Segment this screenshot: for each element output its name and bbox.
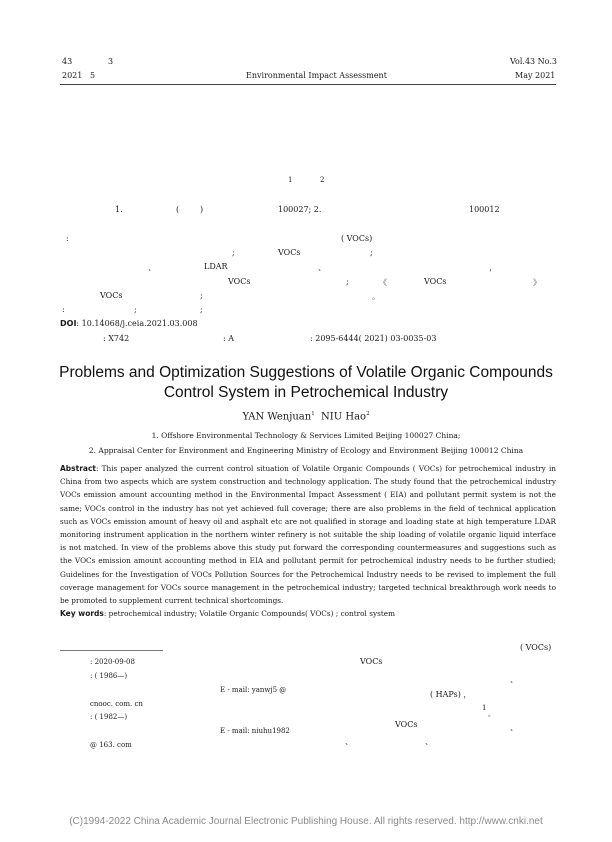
body-comma-1: 、: [510, 675, 518, 684]
cn-affil-paren-close: ): [200, 205, 204, 214]
author-1-bio: : ( 1986—): [90, 672, 128, 680]
cn-author-sup-2: 2: [320, 176, 325, 184]
header-month-cn: 5: [90, 71, 96, 80]
copyright-footer: (C)1994-2022 China Academic Journal Electronic Publishing House. All rights reserved. http://www.cnki.net: [69, 816, 543, 827]
abstract-text: : This paper analyzed the current control situation of Volatile Organic Compounds ( VOCs) for petrochemical industry in China from two aspects which are system construction and technology application. The study found that the petrochemical industry VOCs emission amount accounting method in the Environmental Impact Assessment ( EIA) and pollutant permit system is not the same; VOCs control in the industry has not yet achieved full coverage; there are also problems in the field of technical application such as VOCs emission amount of heavy oil and asphalt etc are not qualified in storage and loading state at high temperature LDAR monitoring instrument application in the northern winter refinery is not suitable the ship loading of volatile organic liquid interface is not matched. In view of the problems above this study put forward the corresponding countermeasures and suggestions such as the VOCs emission amount accounting method in EIA and pollutant permit for petrochemical industry needs to be further studied; Guidelines for the Investigation of VOCs Pollution Sources for the Petrochemical Industry needs to be revised to implement the full coverage management for VOCs source management in the petrochemical industry; targeted technical breakthrough work needs to be promoted to supplement current technical shortcomings.: [60, 464, 556, 606]
author-2: NIU Hao: [321, 411, 367, 423]
cn-abstract-frag: 》: [533, 278, 541, 287]
cn-abstract-frag: ;: [200, 291, 203, 300]
cn-author-sup-1: 1: [288, 176, 293, 184]
affiliation-en-2: 2. Appraisal Center for Environment and Engineering Ministry of Ecology and Environment Beijing 100012 China: [88, 446, 524, 455]
cn-affil-paren-open: (: [176, 205, 180, 214]
body-vocs-2: VOCs: [395, 720, 418, 729]
cn-abstract-frag: VOCs: [424, 277, 447, 286]
body-vocs-1: VOCs: [360, 657, 383, 666]
cn-affil-postcode-1: 100027; 2.: [278, 205, 322, 214]
author-2-sup: 2: [366, 411, 370, 417]
abstract-label: Abstract: [60, 464, 97, 473]
body-comma-3: 、: [345, 737, 353, 746]
keywords-text: : petrochemical industry; Volatile Organic Compounds( VOCs) ; control system: [103, 609, 395, 618]
cn-abstract-frag: 。: [372, 292, 380, 301]
footnote-rule: [60, 650, 163, 651]
cn-abstract-frag: 、: [148, 263, 156, 272]
doi-value: : 10.14068/j.ceia.2021.03.008: [76, 319, 198, 328]
cn-abstract-frag: ，: [489, 263, 497, 272]
cn-affil-number: 1.: [115, 205, 123, 214]
body-ref-1: 1: [482, 704, 487, 712]
header-date-en: May 2021: [515, 71, 556, 80]
cn-affil-postcode-2: 100012: [469, 205, 500, 214]
cn-abstract-frag: ;: [370, 248, 373, 257]
paper-title-line-1: Problems and Optimization Suggestions of Volatile Organic Compounds: [59, 364, 553, 381]
body-period: 。: [488, 710, 495, 718]
cn-abstract-frag: ;: [346, 277, 349, 286]
article-number: : 2095-6444( 2021) 03-0035-03: [310, 334, 437, 343]
author-1-email: E - mail: yanwj5 @: [220, 686, 287, 694]
affiliation-en-1: 1. Offshore Environmental Technology & Services Limited Beijing 100027 China;: [151, 431, 461, 440]
cn-abstract-frag: VOCs: [278, 248, 301, 257]
author-2-bio: : ( 1982—): [90, 713, 128, 721]
clc-number: : X742: [103, 334, 130, 343]
header-volume-en: Vol.43 No.3: [510, 57, 557, 66]
cn-keywords-frag: ;: [200, 305, 203, 314]
header-volume-cn: 43: [62, 57, 73, 66]
author-2-email-domain: @ 163. com: [90, 741, 132, 749]
author-2-email: E - mail: niuhu1982: [220, 727, 290, 735]
header-rule: [60, 84, 556, 85]
cn-keywords-frag: :: [62, 305, 65, 314]
author-1-email-domain: cnooc. com. cn: [90, 700, 143, 708]
cn-abstract-frag: VOCs: [228, 277, 251, 286]
authors-en: [0, 411, 612, 422]
received-date: : 2020-09-08: [90, 658, 135, 666]
cn-abstract-frag: VOCs: [100, 291, 123, 300]
cn-abstract-frag: 、: [318, 263, 326, 272]
body-comma-4: 、: [425, 737, 433, 746]
keywords-en: [60, 609, 395, 618]
body-haps: ( HAPs) ，: [430, 690, 472, 699]
cn-abstract-vocs: ( VOCs): [341, 234, 373, 243]
author-1-sup: 1: [311, 411, 315, 417]
journal-name: Environmental Impact Assessment: [246, 71, 387, 80]
cn-abstract-frag: LDAR: [204, 262, 228, 271]
document-code: : A: [223, 334, 235, 343]
cn-abstract-frag: ;: [232, 248, 235, 257]
header-year-cn: 2021: [62, 71, 83, 80]
keywords-label: Key words: [60, 609, 104, 618]
body-vocs-paren: ( VOCs): [520, 643, 552, 652]
cn-abstract-label: :: [66, 234, 69, 243]
cn-keywords-frag: ;: [134, 305, 137, 314]
cn-abstract-frag: 《: [379, 278, 387, 287]
doi-label: DOI: [60, 319, 77, 328]
doi-line: [60, 319, 198, 328]
paper-title-line-2: Control System in Petrochemical Industry: [163, 384, 449, 401]
header-issue-cn: 3: [108, 57, 114, 66]
abstract-en: [60, 462, 556, 607]
author-1: YAN Wenjuan: [242, 411, 312, 423]
body-comma-2: 、: [510, 723, 518, 732]
